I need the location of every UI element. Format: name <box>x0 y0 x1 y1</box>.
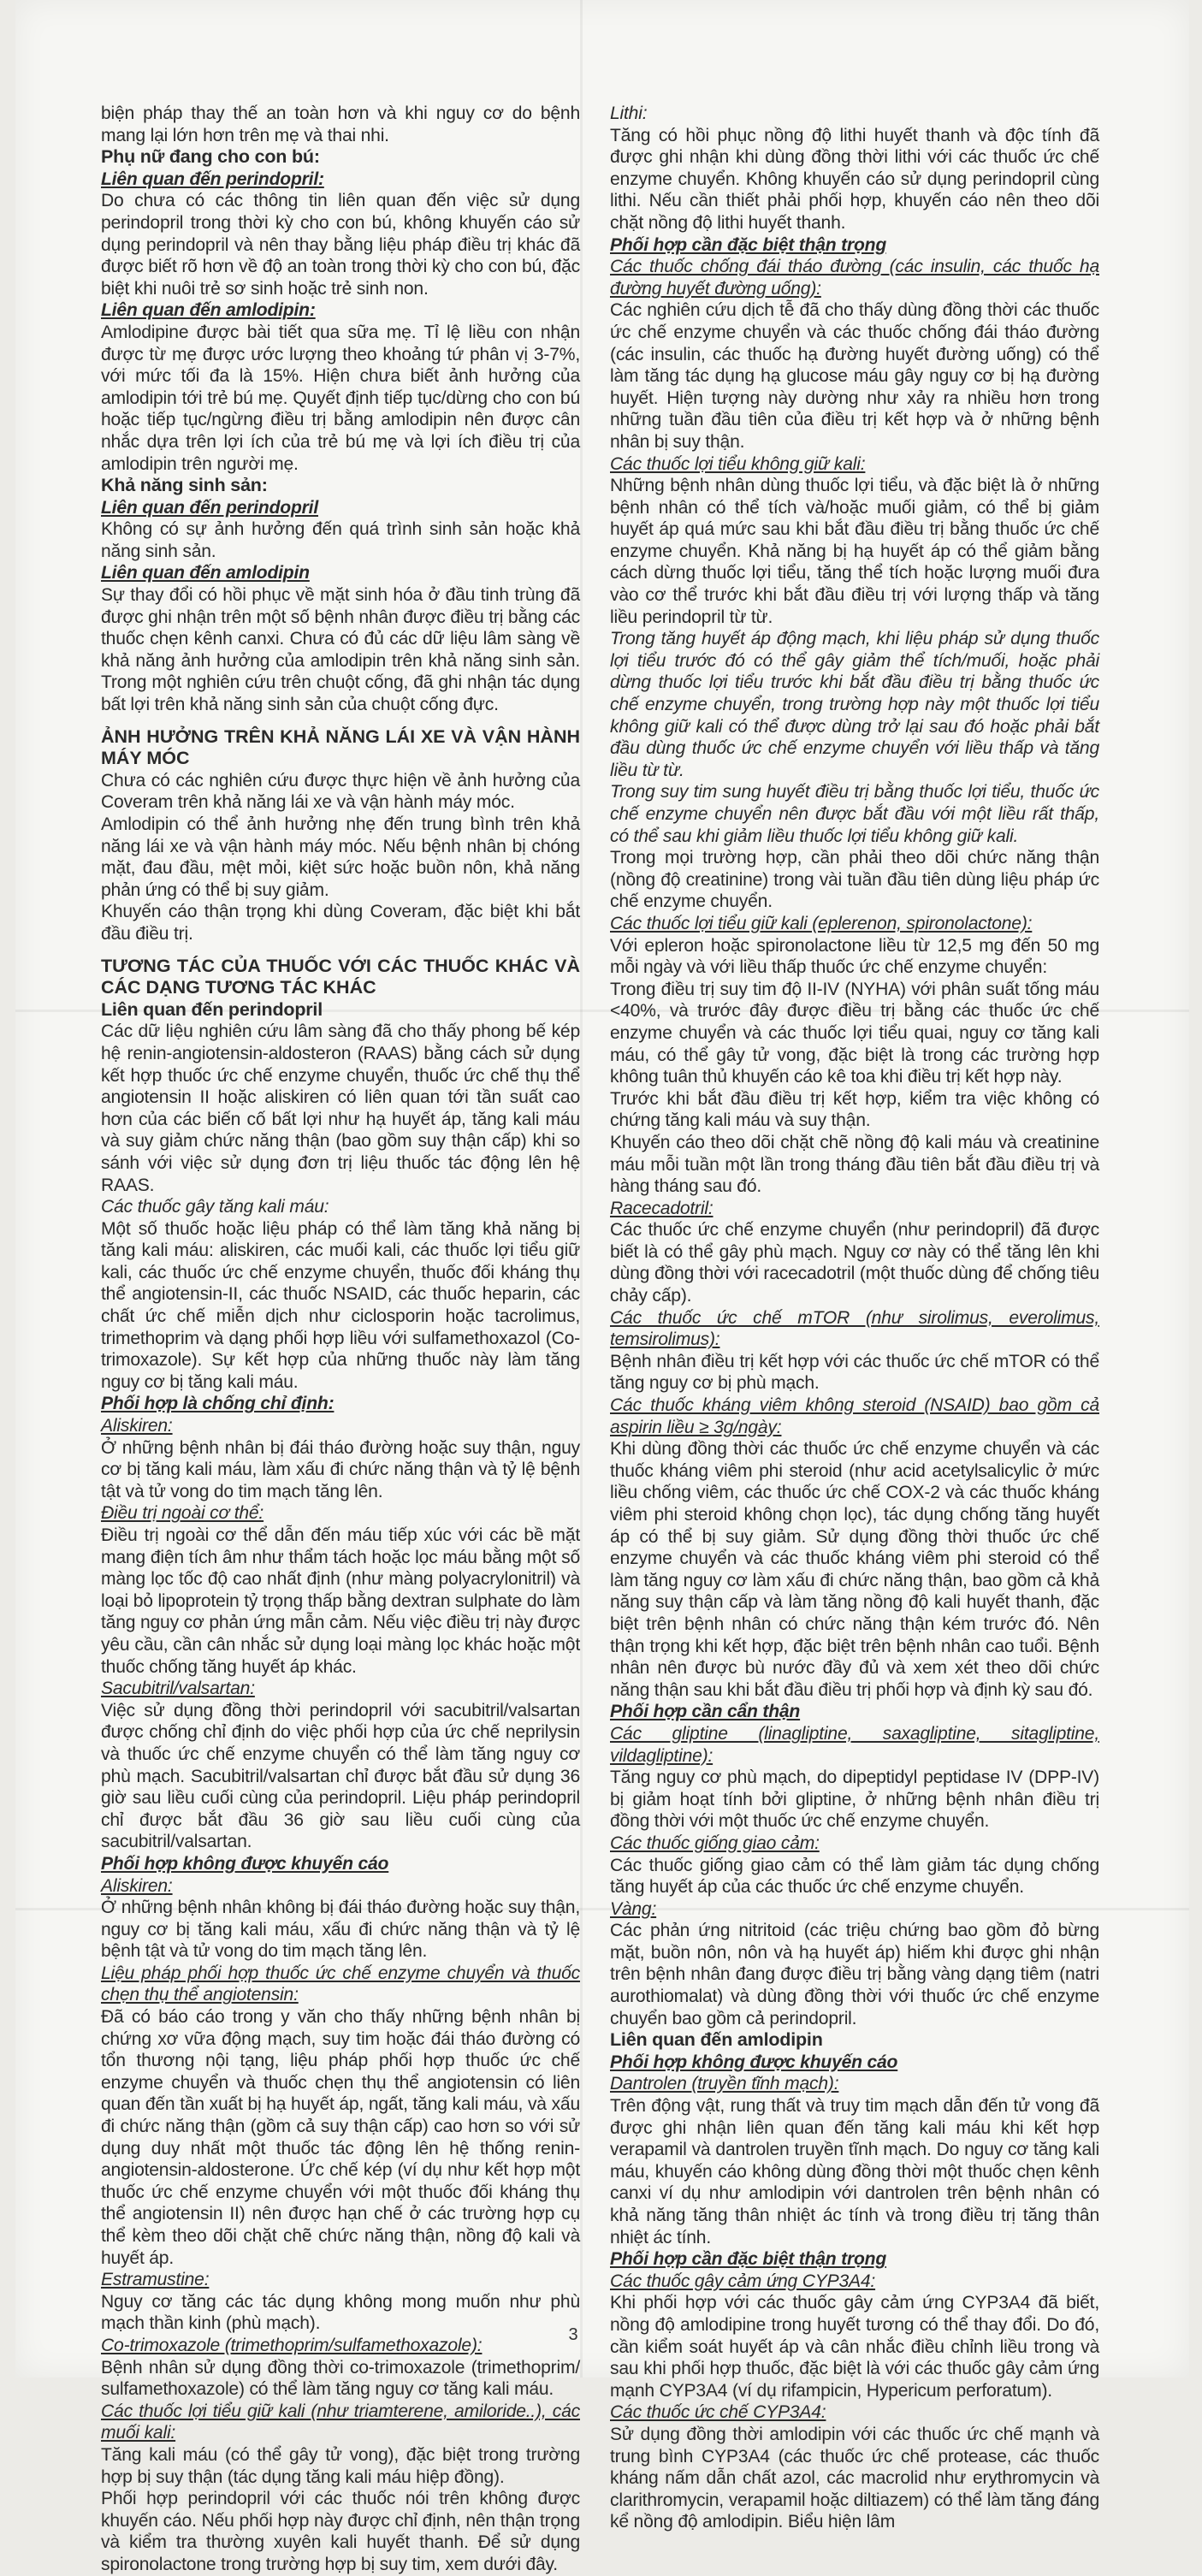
left-chapter-heading: ẢNH HƯỞNG TRÊN KHẢ NĂNG LÁI XE VÀ VẬN HÀNH MÁY MÓC <box>101 725 580 769</box>
left-drug-subheading: Sacubitril/valsartan: <box>101 1679 255 1699</box>
right-paragraph: Các phản ứng nitritoid (các triệu chứng bao gồm đỏ bừng mặt, buồn nôn, nôn và hạ huyết áp) hiếm khi được ghi nhận trên bệnh nhân đang được điều trị bằng vàng dạng tiêm (natri aurothiomalat) và dùng đồng thời với thuốc ức chế enzyme chuyển bao gồm cả perindopril. <box>610 1921 1099 2028</box>
right-drug-subheading: Vàng: <box>610 1898 657 1919</box>
right-paragraph: Khi phối hợp với các thuốc gây cảm ứng CYP3A4 đã biết, nồng độ amlodipine trong huyết tương có thể thay đổi. Do đó, cần kiểm soát huyết áp và cân nhắc điều chỉnh liều trong và sau khi phối hợp thuốc, đặc biệt là với các thuốc gây cảm ứng mạnh CYP3A4 (ví dụ rifampicin, Hypericum perforatum). <box>610 2293 1099 2401</box>
right-drug-subheading: Các thuốc kháng viêm không steroid (NSAID) bao gồm cả aspirin liều ≥ 3g/ngày: <box>610 1395 1099 1437</box>
section-gap <box>101 716 580 726</box>
left-paragraph: Các dữ liệu nghiên cứu lâm sàng đã cho thấy phong bế kép hệ renin-angiotensin-aldosteron (RAAS) bằng cách sử dụng kết hợp thuốc ức chế enzyme chuyển, thuốc ức chế thụ thể angiotensin II hoặc aliskiren có liên quan tới tần suất cao hơn của các biến cố bất lợi như hạ huyết áp, tăng kali máu và suy giảm chức năng thận (bao gồm suy thận cấp) khi so sánh với việc sử dụng đơn trị liệu thuốc tác động lên hệ RAAS. <box>101 1022 580 1195</box>
left-drug-subheading: Co-trimoxazole (trimethoprim/sulfamethoxazole): <box>101 2335 483 2355</box>
right-subsection-heading: Phối hợp cần đặc biệt thận trọng <box>610 234 887 255</box>
left-paragraph: Amlodipin có thể ảnh hưởng nhẹ đến trung bình trên khả năng lái xe và vận hành máy móc. Nếu bệnh nhân bị chóng mặt, đau đầu, mệt mỏi, kiệt sức hoặc buồn nôn, khả năng phản ứng có thể bị suy giảm. <box>101 814 580 900</box>
left-drug-subheading: Aliskiren: <box>101 1416 173 1436</box>
left-paragraph: Chưa có các nghiên cứu được thực hiện về ảnh hưởng của Coveram trên khả năng lái xe và vận hành máy móc. <box>101 770 580 813</box>
right-paragraph: Khuyến cáo theo dõi chặt chẽ nồng độ kali máu và creatinine máu mỗi tuần một lần trong tháng đầu tiên bắt đầu điều trị và hàng tháng sau đó. <box>610 1132 1099 1197</box>
right-subsection-heading: Phối hợp cần đặc biệt thận trọng <box>610 2249 887 2270</box>
left-italic-note: Các thuốc gây tăng kali máu: <box>101 1197 329 1217</box>
right-italic-note: Trong suy tim sung huyết điều trị bằng thuốc lợi tiểu, thuốc ức chế enzyme chuyển nên được bắt đầu với một liều rất thấp, có thể sau khi giảm liều thuốc lợi tiểu không giữ kali. <box>610 782 1099 846</box>
left-subsection-heading: Phối hợp không được khuyến cáo <box>101 1853 389 1874</box>
left-section-heading: Phụ nữ đang cho con bú: <box>101 146 320 168</box>
right-paragraph: Với epleron hoặc spironolactone liều từ 12,5 mg đến 50 mg mỗi ngày và với liều thấp thuốc ức chế enzyme chuyển: <box>610 935 1099 978</box>
section-gap <box>101 945 580 956</box>
right-drug-subheading: Các thuốc chống đái tháo đường (các insulin, các thuốc hạ đường huyết đường uống): <box>610 257 1099 299</box>
left-paragraph: Ở những bệnh nhân không bị đái tháo đường hoặc suy thận, nguy cơ bị tăng kali máu, xấu đi chức năng thận và tỷ lệ bệnh tật và tử vong do tim mạch tăng lên. <box>101 1898 580 1962</box>
right-paragraph: Tăng nguy cơ phù mạch, do dipeptidyl peptidase IV (DPP-IV) bị giảm hoạt tính bởi gliptine, ở những bệnh nhân điều trị đồng thời với một thuốc ức chế enzyme chuyển. <box>610 1768 1099 1832</box>
right-paragraph: Trong điều trị suy tim độ II-IV (NYHA) với phân suất tống máu <40%, và trước đây được điều trị bằng các thuốc ức chế enzyme chuyển và các thuốc lợi tiểu quai, nguy cơ tăng kali máu, có thể gây tử vong, đặc biệt là trong các trường hợp không tuân thủ khuyến cáo kê toa khi điều trị kết hợp này. <box>610 979 1099 1087</box>
right-drug-subheading: Các thuốc ức chế CYP3A4: <box>610 2402 826 2423</box>
right-section-heading: Liên quan đến amlodipin <box>610 2029 823 2051</box>
left-paragraph: Đã có báo cáo trong y văn cho thấy những bệnh nhân bị chứng xơ vữa động mạch, suy tim hoặc đái tháo đường có tổn thương nội tạng, liệu pháp phối hợp thuốc ức chế enzyme chuyển và thuốc chẹn thụ thể angiotensin có liên quan đến tần xuất bị hạ huyết áp, ngất, tăng kali máu, và xấu đi chức năng thận (gồm cả suy thận cấp) cao hơn so với sử dụng duy nhất một thuốc tác động lên hệ thống renin-angiotensin-aldosterone. Ức chế kép (ví dụ như kết hợp một thuốc ức chế enzyme chuyển với một thuốc đối kháng thụ thể angiotensin II) nên được hạn chế ở các trường hợp cụ thể kèm theo dõi chặt chẽ chức năng thận, nồng độ kali và huyết áp. <box>101 2007 580 2268</box>
left-drug-subheading: Aliskiren: <box>101 1875 173 1896</box>
right-text-column <box>610 103 1099 2532</box>
left-paragraph: Do chưa có các thông tin liên quan đến việc sử dụng perindopril trong thời kỳ cho con bú, không khuyến cáo sử dụng perindopril và nên thay bằng liệu pháp điều trị khác đã được biết rõ hơn về độ an toàn trong thời kỳ cho con bú, đặc biệt khi nuôi trẻ sơ sinh hoặc trẻ sinh non. <box>101 191 580 299</box>
right-paragraph: Trên động vật, rung thất và truy tim mạch dẫn đến tử vong đã được ghi nhận liên quan đến tăng kali máu khi kết hợp verapamil và dantrolen truyền tĩnh mạch. Do nguy cơ tăng kali máu, khuyến cáo không dùng đồng thời một thuốc chẹn kênh canxi ví dụ như amlodipin với dantrolen trên bệnh nhân có khả năng tăng thân nhiệt ác tính và trong điều trị tăng thân nhiệt ác tính. <box>610 2096 1099 2247</box>
left-subsection-heading: Liên quan đến amlodipin <box>101 563 310 583</box>
left-paragraph: Bệnh nhân sử dụng đồng thời co-trimoxazole (trimethoprim/ sulfamethoxazole) có thể làm tăng nguy cơ tăng kali máu. <box>101 2357 580 2400</box>
left-subsection-heading: Liên quan đến amlodipin: <box>101 300 316 321</box>
left-paragraph: Khuyến cáo thận trọng khi dùng Coveram, đặc biệt khi bắt đầu điều trị. <box>101 902 580 944</box>
left-section-heading: Liên quan đến perindopril <box>101 998 323 1020</box>
left-paragraph: Ở những bệnh nhân bị đái tháo đường hoặc suy thận, nguy cơ bị tăng kali máu, làm xấu đi chức năng thận và tỷ lệ bệnh tật và tử vong do tim mạch tăng lên. <box>101 1437 580 1501</box>
left-paragraph: Phối hợp perindopril với các thuốc nói trên không được khuyến cáo. Nếu phối hợp này được chỉ định, nên thận trọng và kiểm tra thường xuyên kali huyết thanh. Để sử dụng spironolactone trong trường hợp bị suy tim, xem dưới đây. <box>101 2489 580 2574</box>
left-paragraph: Sự thay đổi có hồi phục về mặt sinh hóa ở đầu tinh trùng đã được ghi nhận trên một số bệnh nhân được điều trị bằng các thuốc chẹn kênh canxi. Chưa có đủ các dữ liệu lâm sàng về khả năng ảnh hưởng của amlodipin trên khả năng sinh sản. Trong một nghiên cứu trên chuột cống, đã ghi nhận tác dụng bất lợi trên khả năng sinh sản của chuột cống đực. <box>101 585 580 715</box>
paper-fold-line <box>580 0 583 2378</box>
right-italic-note: Lithi: <box>610 104 648 123</box>
right-drug-subheading: Các thuốc lợi tiểu không giữ kali: <box>610 453 866 474</box>
left-drug-subheading: Điều trị ngoài cơ thể: <box>101 1503 264 1524</box>
right-paragraph: Các thuốc ức chế enzyme chuyển (như perindopril) đã được biết là có thể gây phù mạch. Nguy cơ này có thể tăng lên khi dùng đồng thời với racecadotril (một thuốc dùng để chống tiêu chảy cấp). <box>610 1220 1099 1306</box>
right-paragraph: Những bệnh nhân dùng thuốc lợi tiểu, và đặc biệt là ở những bệnh nhân có thể tích và/hoặc muối giảm, có thể bị giảm huyết áp quá mức sau khi bắt đầu điều trị bằng thuốc ức chế enzyme chuyển. Khả năng bị hạ huyết áp có thể giảm bằng cách dừng thuốc lợi tiểu, tăng thể tích hoặc lượng muối đưa vào cơ thể trước khi bắt đầu điều trị với lượng thấp và tăng liều perindopril từ từ. <box>610 476 1099 627</box>
right-drug-subheading: Các thuốc ức chế mTOR (như sirolimus, everolimus, temsirolimus): <box>610 1307 1099 1350</box>
page-number: 3 <box>568 2325 578 2344</box>
right-drug-subheading: Các thuốc lợi tiểu giữ kali (eplerenon, spironolactone): <box>610 913 1033 933</box>
left-paragraph: biện pháp thay thế an toàn hơn và khi nguy cơ do bệnh mang lại lớn hơn trên mẹ và thai nhi. <box>101 104 580 145</box>
left-paragraph: Việc sử dụng đồng thời perindopril với sacubitril/valsartan được chống chỉ định do việc phối hợp của ức chế neprilysin và thuốc ức chế enzyme chuyển có thể làm tăng nguy cơ phù mạch. Sacubitril/valsartan chỉ được bắt đầu sử dụng 36 giờ sau liều cuối cùng của perindopril. Liệu pháp perindopril chỉ được bắt đầu 36 giờ sau liều cuối cùng của sacubitril/valsartan. <box>101 1700 580 1852</box>
left-drug-subheading: Liệu pháp phối hợp thuốc ức chế enzyme chuyển và thuốc chẹn thụ thể angiotensin: <box>101 1963 580 2005</box>
left-subsection-heading: Liên quan đến perindopril <box>101 497 318 518</box>
left-paragraph: Amlodipine được bài tiết qua sữa mẹ. Tỉ lệ liều con nhận được từ mẹ được ước lượng theo khoảng tứ phân vị 3-7%, với mức tối đa là 15%. Hiện chưa biết ảnh hưởng của amlodipin tới trẻ bú mẹ. Quyết định tiếp tục/dừng cho con bú hoặc tiếp tục/ngừng điều trị bằng amlodipin nên được cân nhắc dựa trên lợi ích của trẻ bú mẹ và lợi ích điều trị của amlodipin trên người mẹ. <box>101 322 580 474</box>
left-paragraph: Không có sự ảnh hưởng đến quá trình sinh sản hoặc khả năng sinh sản. <box>101 519 580 561</box>
right-subsection-heading: Phối hợp cần cẩn thận <box>610 1702 801 1722</box>
right-paragraph: Bệnh nhân điều trị kết hợp với các thuốc ức chế mTOR có thể tăng nguy cơ bị phù mạch. <box>610 1351 1099 1394</box>
right-paragraph: Tăng có hồi phục nồng độ lithi huyết thanh và độc tính đã được ghi nhận khi dùng đồng thời lithi với các thuốc ức chế enzyme chuyển. Không khuyến cáo sử dụng perindopril cùng lithi. Nếu cần thiết phải phối hợp, khuyến cáo nên theo dõi chặt nồng độ lithi huyết thanh. <box>610 125 1099 233</box>
left-paragraph: Một số thuốc hoặc liệu pháp có thể làm tăng khả năng bị tăng kali máu: aliskiren, các muối kali, các thuốc lợi tiểu giữ kali, các thuốc ức chế enzyme chuyển, thuốc đối kháng thụ thể angiotensin-II, các thuốc NSAID, các thuốc heparin, các chất ức chế miễn dịch như ciclosporin hoặc tacrolimus, trimethoprim và dạng phối hợp liều với sulfamethoxazol (Co-trimoxazole). Sự kết hợp của những thuốc này làm tăng nguy cơ bị tăng kali máu. <box>101 1218 580 1392</box>
left-paragraph: Tăng kali máu (có thể gây tử vong), đặc biệt trong trường hợp bị suy thận (tác dụng tăng kali máu hiệp đồng). <box>101 2444 580 2487</box>
left-section-heading: Khả năng sinh sản: <box>101 475 268 496</box>
right-drug-subheading: Các thuốc giống giao cảm: <box>610 1833 820 1853</box>
left-drug-subheading: Các thuốc lợi tiểu giữ kali (như triamterene, amiloride..), các muối kali: <box>101 2401 580 2443</box>
left-drug-subheading: Estramustine: <box>101 2270 210 2290</box>
right-paragraph: Khi dùng đồng thời các thuốc ức chế enzyme chuyển và các thuốc kháng viêm phi steroid (như acid acetylsalicylic ở mức liều chống viêm, các thuốc ức chế COX-2 và các thuốc kháng viêm phi steroid không chọn lọc), tác dụng chống tăng huyết áp có thể bị suy giảm. Sử dụng đồng thời thuốc ức chế enzyme chuyển và các thuốc kháng viêm phi steroid có thể làm tăng nguy cơ làm xấu đi chức năng thận, bao gồm cả khả năng suy thận cấp và làm tăng nồng độ kali huyết thanh, đặc biệt trên bệnh nhân có chức năng thận kém trước đó. Nên thận trọng khi kết hợp, đặc biệt trên bệnh nhân cao tuổi. Bệnh nhân nên được bù nước đầy đủ và xem xét theo dõi chức năng thận sau khi bắt đầu điều trị phối hợp và định kỳ sau đó. <box>610 1439 1099 1700</box>
right-paragraph: Trong mọi trường hợp, cần phải theo dõi chức năng thận (nồng độ creatinine) trong vài tuần đầu tiên dùng liệu pháp ức chế enzyme chuyển. <box>610 848 1099 912</box>
left-paragraph: Điều trị ngoài cơ thể dẫn đến máu tiếp xúc với các bề mặt mang điện tích âm như thẩm tách hoặc lọc máu bằng một số màng lọc tốc độ cao nhất định (như màng polyacrylonitril) và loại bỏ lipoprotein tỷ trọng thấp bằng dextran sulphate do làm tăng nguy cơ phản ứng mẫn cảm. Nếu việc điều trị này được yêu cầu, cần cân nhắc sử dụng loại màng lọc khác hoặc một thuốc chống tăng huyết áp khác. <box>101 1525 580 1677</box>
right-drug-subheading: Dantrolen (truyền tĩnh mạch): <box>610 2074 839 2094</box>
right-drug-subheading: Các thuốc gây cảm ứng CYP3A4: <box>610 2271 876 2291</box>
right-drug-subheading: Các gliptine (linagliptine, saxagliptine, sitagliptine, vildagliptine): <box>610 1723 1099 1766</box>
document-page <box>15 0 1189 2574</box>
left-text-column <box>101 103 580 2574</box>
right-italic-note: Trong tăng huyết áp động mạch, khi liệu pháp sử dụng thuốc lợi tiểu trước đó có thể gây giảm thể tích/muối, hoặc phải dừng thuốc lợi tiểu trước khi bắt đầu điều trị bằng thuốc ức chế enzyme chuyển, trong trường hợp này một thuốc lợi tiểu không giữ kali có thể được dùng trở lại sau đó hoặc phải bắt đầu dùng thuốc ức chế enzyme chuyển với liều thấp và tăng liều từ từ. <box>610 629 1099 780</box>
left-chapter-heading: TƯƠNG TÁC CỦA THUỐC VỚI CÁC THUỐC KHÁC VÀ CÁC DẠNG TƯƠNG TÁC KHÁC <box>101 955 580 998</box>
right-subsection-heading: Phối hợp không được khuyến cáo <box>610 2052 898 2072</box>
right-paragraph: Sử dụng đồng thời amlodipin với các thuốc ức chế mạnh và trung bình CYP3A4 (các thuốc ức chế protease, các thuốc kháng nấm dẫn chất azol, các macrolid như erythromycin và clarithromycin, verapamil hoặc diltiazem) có thể làm tăng đáng kể nồng độ amlodipin. Biểu hiện lâm <box>610 2424 1099 2532</box>
right-paragraph: Các nghiên cứu dịch tễ đã cho thấy dùng đồng thời các thuốc ức chế enzyme chuyển và các thuốc chống đái tháo đường (các insulin, các thuốc hạ đường huyết đường uống) có thể làm tăng tác dụng hạ glucose máu gây nguy cơ bị hạ đường huyết. Hiện tượng này dường như xảy ra nhiều hơn trong những tuần đầu tiên của điều trị kết hợp và ở những bệnh nhân bị suy thận. <box>610 300 1099 452</box>
right-paragraph: Trước khi bắt đầu điều trị kết hợp, kiểm tra việc không có chứng tăng kali máu và suy thận. <box>610 1088 1099 1131</box>
left-subsection-heading: Liên quan đến perindopril: <box>101 169 324 189</box>
left-subsection-heading: Phối hợp là chống chỉ định: <box>101 1394 335 1414</box>
right-paragraph: Các thuốc giống giao cảm có thể làm giảm tác dụng chống tăng huyết áp của các thuốc ức chế enzyme chuyển. <box>610 1855 1099 1898</box>
right-drug-subheading: Racecadotril: <box>610 1198 714 1218</box>
left-paragraph: Nguy cơ tăng các tác dụng không mong muốn như phù mạch thần kinh (phù mạch). <box>101 2291 580 2334</box>
